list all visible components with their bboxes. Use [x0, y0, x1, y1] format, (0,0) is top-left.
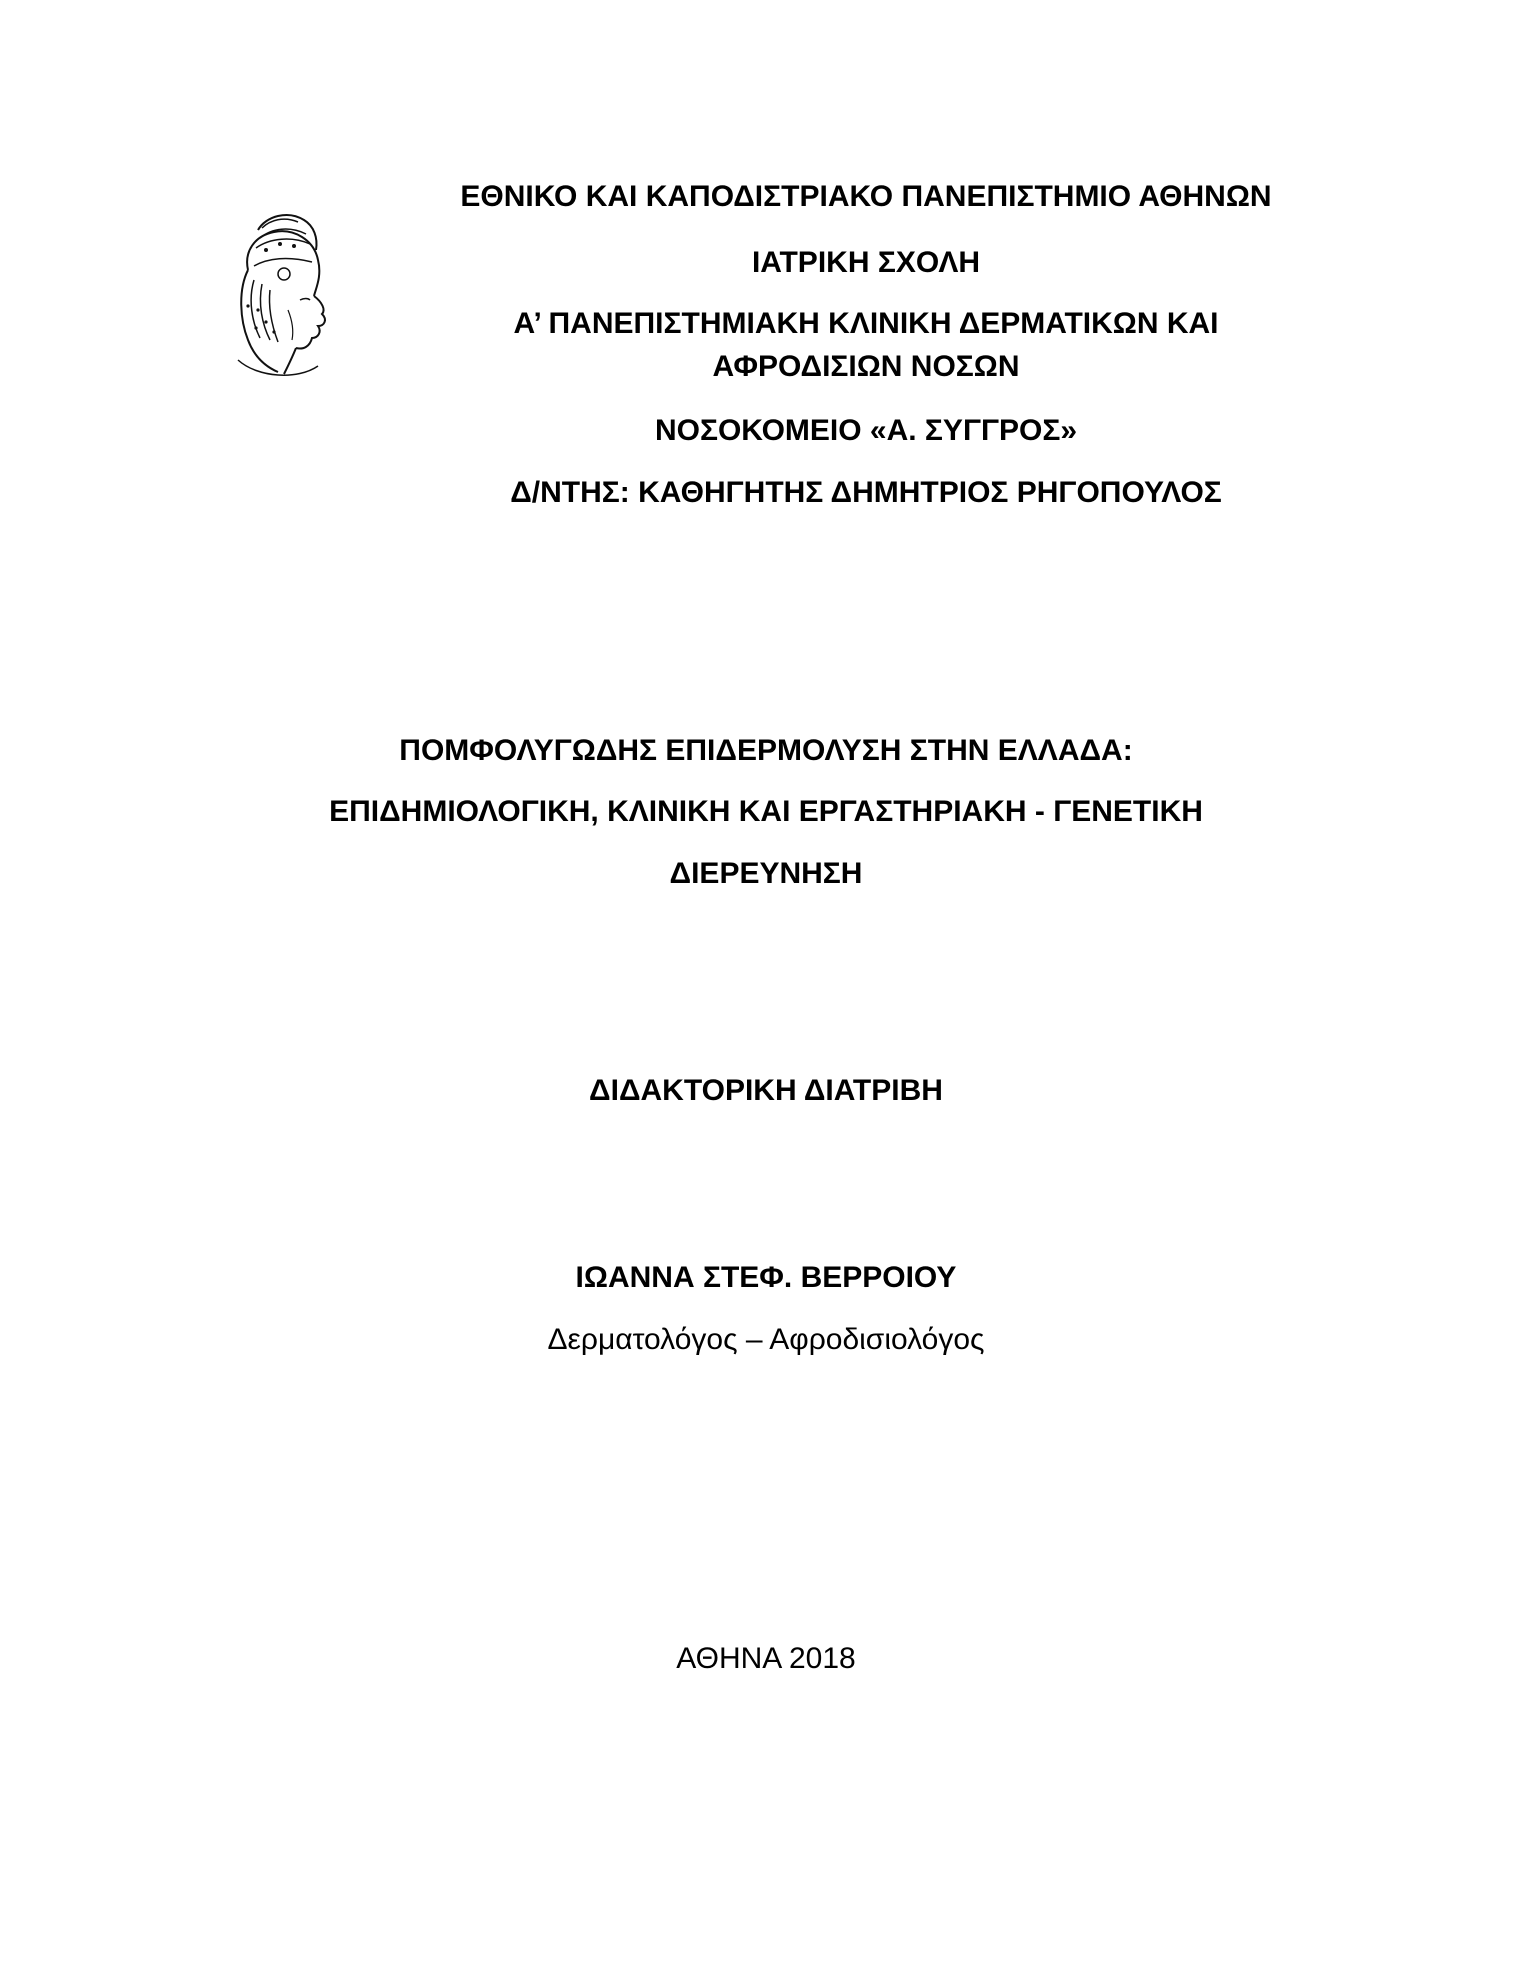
place-and-year: ΑΘΗΝΑ 2018 [676, 1642, 856, 1675]
hospital-name: ΝΟΣΟΚΟΜΕΙΟ «Α. ΣΥΓΓΡΟΣ» [654, 414, 1078, 447]
athena-head-emblem-icon [218, 210, 336, 380]
clinic-name-line1: Α’ ΠΑΝΕΠΙΣΤΗΜΙΑΚΗ ΚΛΙΝΙΚΗ ΔΕΡΜΑΤΙΚΩΝ ΚΑΙ [513, 307, 1219, 340]
thesis-title-line2: ΕΠΙΔΗΜΙΟΛΟΓΙΚΗ, ΚΛΙΝΙΚΗ ΚΑΙ ΕΡΓΑΣΤΗΡΙΑΚΗ - ΓΕΝΕΤΙΚΗ [329, 795, 1203, 828]
university-name: ΕΘΝΙΚΟ ΚΑΙ ΚΑΠΟΔΙΣΤΡΙΑΚΟ ΠΑΝΕΠΙΣΤΗΜΙΟ ΑΘΗΝΩΝ [460, 180, 1272, 213]
director-line: Δ/ΝΤΗΣ: ΚΑΘΗΓΗΤΗΣ ΔΗΜΗΤΡΙΟΣ ΡΗΓΟΠΟΥΛΟΣ [510, 476, 1222, 509]
clinic-name-line2: ΑΦΡΟΔΙΣΙΩΝ ΝΟΣΩΝ [712, 350, 1020, 383]
author-specialty: Δερματολόγος – Αφροδισιολόγος [547, 1323, 985, 1356]
document-type: ΔΙΔΑΚΤΟΡΙΚΗ ΔΙΑΤΡΙΒΗ [589, 1074, 943, 1107]
thesis-title-line1: ΠΟΜΦΟΛΥΓΩΔΗΣ ΕΠΙΔΕΡΜΟΛΥΣΗ ΣΤΗΝ ΕΛΛΑΔΑ: [399, 734, 1133, 767]
thesis-title-line3: ΔΙΕΡΕΥΝΗΣΗ [669, 857, 863, 890]
school-name: ΙΑΤΡΙΚΗ ΣΧΟΛΗ [751, 246, 981, 279]
author-name: ΙΩΑΝΝΑ ΣΤΕΦ. ΒΕΡΡΟΙΟΥ [575, 1261, 957, 1294]
